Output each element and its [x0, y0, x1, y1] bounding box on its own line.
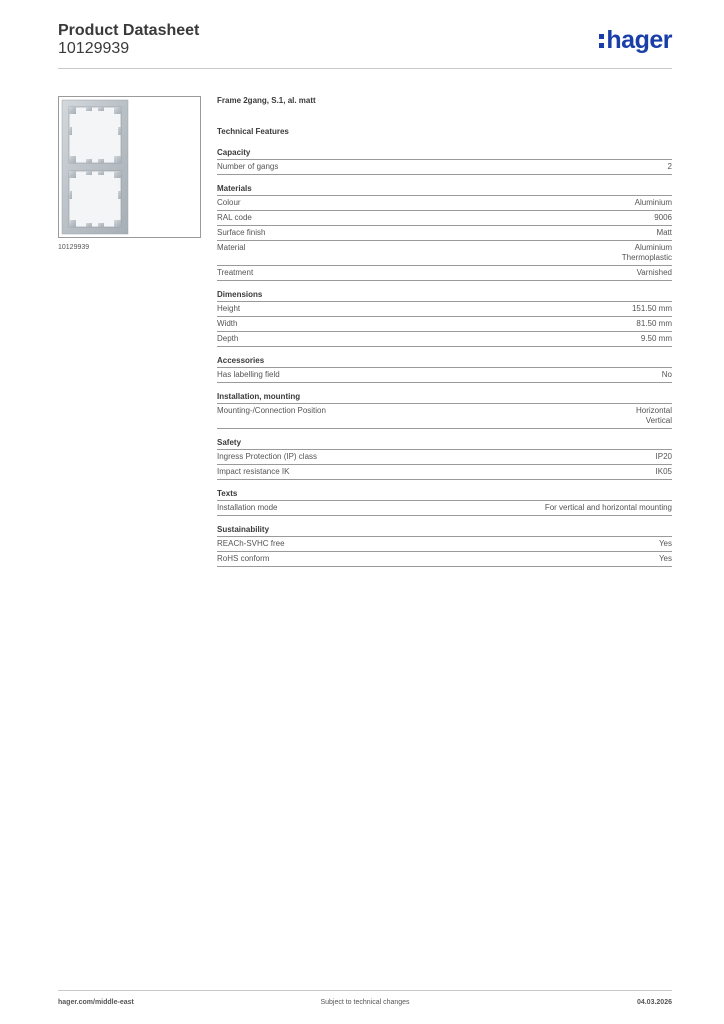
- spec-value: 9006: [654, 213, 672, 222]
- header-divider: [58, 68, 672, 69]
- spec-value: Aluminium: [634, 198, 672, 207]
- section-title: Capacity: [217, 148, 672, 160]
- section-title: Accessories: [217, 356, 672, 368]
- spec-value: Yes: [658, 554, 672, 563]
- hager-logo: [599, 26, 672, 55]
- footer-notice: Subject to technical changes: [320, 999, 410, 1006]
- spec-row: [217, 317, 672, 332]
- footer-date: 04.03.2026: [636, 999, 672, 1006]
- section-title: Safety: [217, 438, 672, 450]
- section-title: Dimensions: [217, 290, 672, 302]
- spec-label: Depth: [217, 334, 239, 343]
- spec-value: 81.50 mm: [636, 319, 672, 328]
- section-accessories: [217, 356, 672, 383]
- logo-colon-icon: [599, 30, 605, 49]
- spec-row: [217, 450, 672, 465]
- spec-label: REACh-SVHC free: [217, 539, 285, 548]
- page-header: [58, 20, 672, 70]
- spec-row: [217, 211, 672, 226]
- product-image: [58, 96, 201, 238]
- spec-value: 9.50 mm: [640, 334, 672, 343]
- spec-label: Material: [217, 243, 246, 252]
- spec-row: [217, 368, 672, 383]
- spec-label: Ingress Protection (IP) class: [217, 452, 318, 461]
- spec-value: Matt: [656, 228, 672, 237]
- spec-label: Number of gangs: [217, 162, 279, 171]
- spec-label: Height: [217, 304, 241, 313]
- document-title: Product Datasheet: [58, 22, 200, 39]
- section-dimensions: [217, 290, 672, 347]
- document-number: 10129939: [58, 40, 130, 57]
- section-texts: [217, 489, 672, 516]
- spec-row: [217, 266, 672, 281]
- spec-row: [217, 537, 672, 552]
- spec-value: IP20: [655, 452, 672, 461]
- footer-divider: [58, 990, 672, 991]
- spec-label: Surface finish: [217, 228, 266, 237]
- spec-label: RAL code: [217, 213, 252, 222]
- spec-label: Width: [217, 319, 238, 328]
- section-capacity: [217, 148, 672, 175]
- spec-value: 151.50 mm: [631, 304, 672, 313]
- section-title: Texts: [217, 489, 672, 501]
- spec-value: Horizontal Vertical: [635, 406, 672, 425]
- spec-row: [217, 196, 672, 211]
- spec-value: Aluminium Thermoplastic: [621, 243, 672, 262]
- logo-text: hager: [606, 26, 672, 54]
- section-materials: [217, 184, 672, 281]
- image-caption: 10129939: [58, 244, 90, 251]
- spec-value: Varnished: [636, 268, 672, 277]
- spec-row: [217, 241, 672, 266]
- frame-2gang-picture: [59, 97, 200, 237]
- spec-label: RoHS conform: [217, 554, 270, 563]
- technical-features-title: Technical Features: [217, 127, 289, 136]
- spec-row: [217, 465, 672, 480]
- section-title: Sustainability: [217, 525, 672, 537]
- spec-row: [217, 501, 672, 516]
- product-name: Frame 2gang, S.1, al. matt: [217, 96, 316, 105]
- section-title: Materials: [217, 184, 672, 196]
- section-safety: [217, 438, 672, 480]
- spec-row: [217, 160, 672, 175]
- spec-label: Impact resistance IK: [217, 467, 290, 476]
- spec-value: No: [661, 370, 672, 379]
- spec-label: Mounting-/Connection Position: [217, 406, 326, 415]
- spec-value: Yes: [658, 539, 672, 548]
- spec-label: Installation mode: [217, 503, 278, 512]
- spec-label: Has labelling field: [217, 370, 280, 379]
- spec-row: [217, 404, 672, 429]
- spec-row: [217, 332, 672, 347]
- spec-value: For vertical and horizontal mounting: [544, 503, 672, 512]
- section-title: Installation, mounting: [217, 392, 672, 404]
- spec-row: [217, 302, 672, 317]
- section-sustainability: [217, 525, 672, 567]
- section-installation: [217, 392, 672, 429]
- spec-value: IK05: [655, 467, 672, 476]
- datasheet-content: [217, 96, 672, 576]
- footer-website-link[interactable]: hager.com/middle-east: [58, 999, 134, 1006]
- spec-label: Treatment: [217, 268, 254, 277]
- spec-label: Colour: [217, 198, 241, 207]
- spec-value: 2: [667, 162, 672, 171]
- spec-row: [217, 552, 672, 567]
- spec-row: [217, 226, 672, 241]
